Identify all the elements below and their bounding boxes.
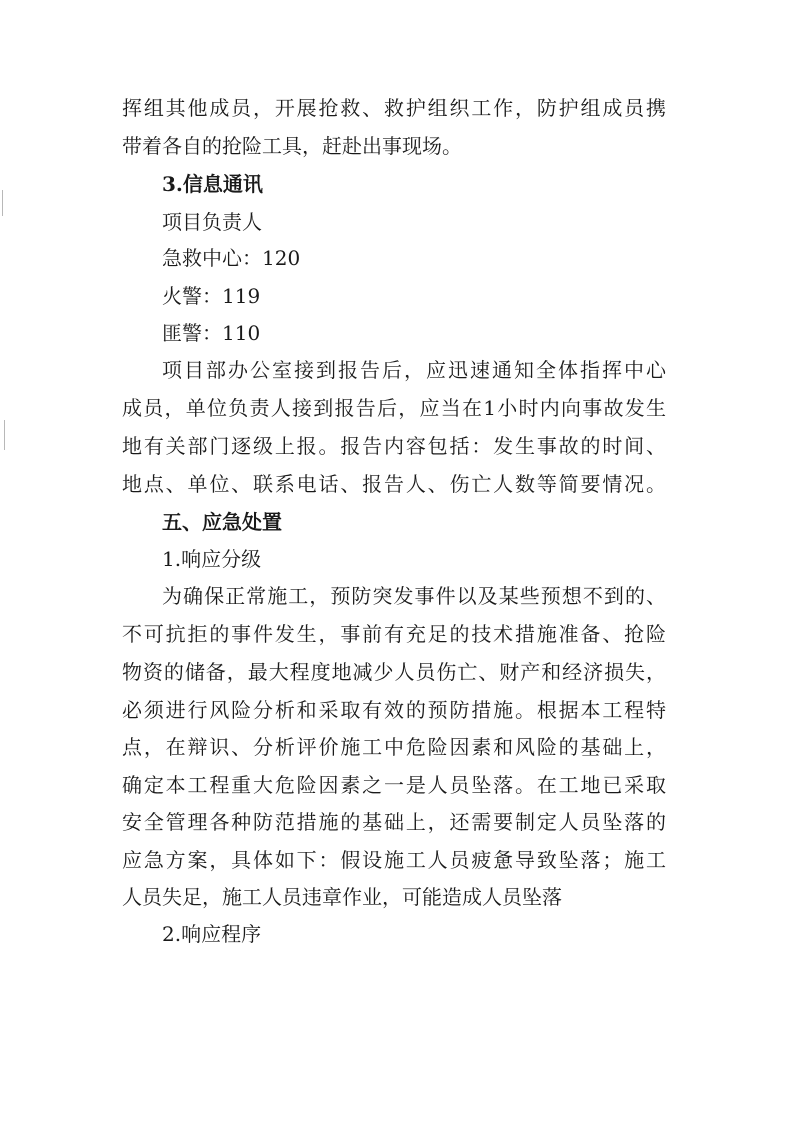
- body-text-line: 成员，单位负责人接到报告后，应当在1小时内向事故发生: [122, 396, 666, 420]
- contact-line: 项目负责人: [162, 210, 262, 234]
- body-text-line: 带着各自的抢险工具，赶赴出事现场。: [122, 134, 462, 158]
- body-text-line: 物资的储备，最大程度地减少人员伤亡、财产和经济损失，: [122, 660, 666, 684]
- body-text-line: 应急方案，具体如下：假设施工人员疲惫导致坠落；施工: [122, 848, 666, 872]
- section-heading: 五、应急处置: [162, 510, 282, 534]
- scan-margin-mark: [4, 420, 5, 450]
- body-text-line: 挥组其他成员，开展抢救、救护组织工作，防护组成员携: [122, 96, 666, 120]
- contact-line: 匪警：110: [162, 321, 261, 345]
- contact-line: 急救中心：120: [162, 246, 301, 270]
- scan-margin-mark: [2, 190, 3, 216]
- body-text-line: 项目部办公室接到报告后，应迅速通知全体指挥中心: [162, 358, 666, 382]
- sub-heading: 1.响应分级: [162, 547, 262, 571]
- sub-heading: 2.响应程序: [162, 922, 262, 946]
- body-text-line: 必须进行风险分析和采取有效的预防措施。根据本工程特: [122, 698, 666, 722]
- body-text-line: 为确保正常施工，预防突发事件以及某些预想不到的、: [162, 584, 666, 608]
- body-text-line: 点，在辩识、分析评价施工中危险因素和风险的基础上，: [122, 735, 666, 759]
- body-text-line: 地点、单位、联系电话、报告人、伤亡人数等简要情况。: [122, 472, 666, 496]
- contact-line: 火警：119: [162, 284, 261, 308]
- body-text-line: 确定本工程重大危险因素之一是人员坠落。在工地已采取: [122, 773, 666, 797]
- body-text-line: 不可抗拒的事件发生，事前有充足的技术措施准备、抢险: [122, 622, 666, 646]
- body-text-line: 人员失足，施工人员违章作业，可能造成人员坠落: [122, 885, 562, 909]
- body-text-line: 地有关部门逐级上报。报告内容包括：发生事故的时间、: [122, 434, 666, 458]
- section-heading: 3.信息通讯: [162, 172, 263, 196]
- body-text-line: 安全管理各种防范措施的基础上，还需要制定人员坠落的: [122, 810, 666, 834]
